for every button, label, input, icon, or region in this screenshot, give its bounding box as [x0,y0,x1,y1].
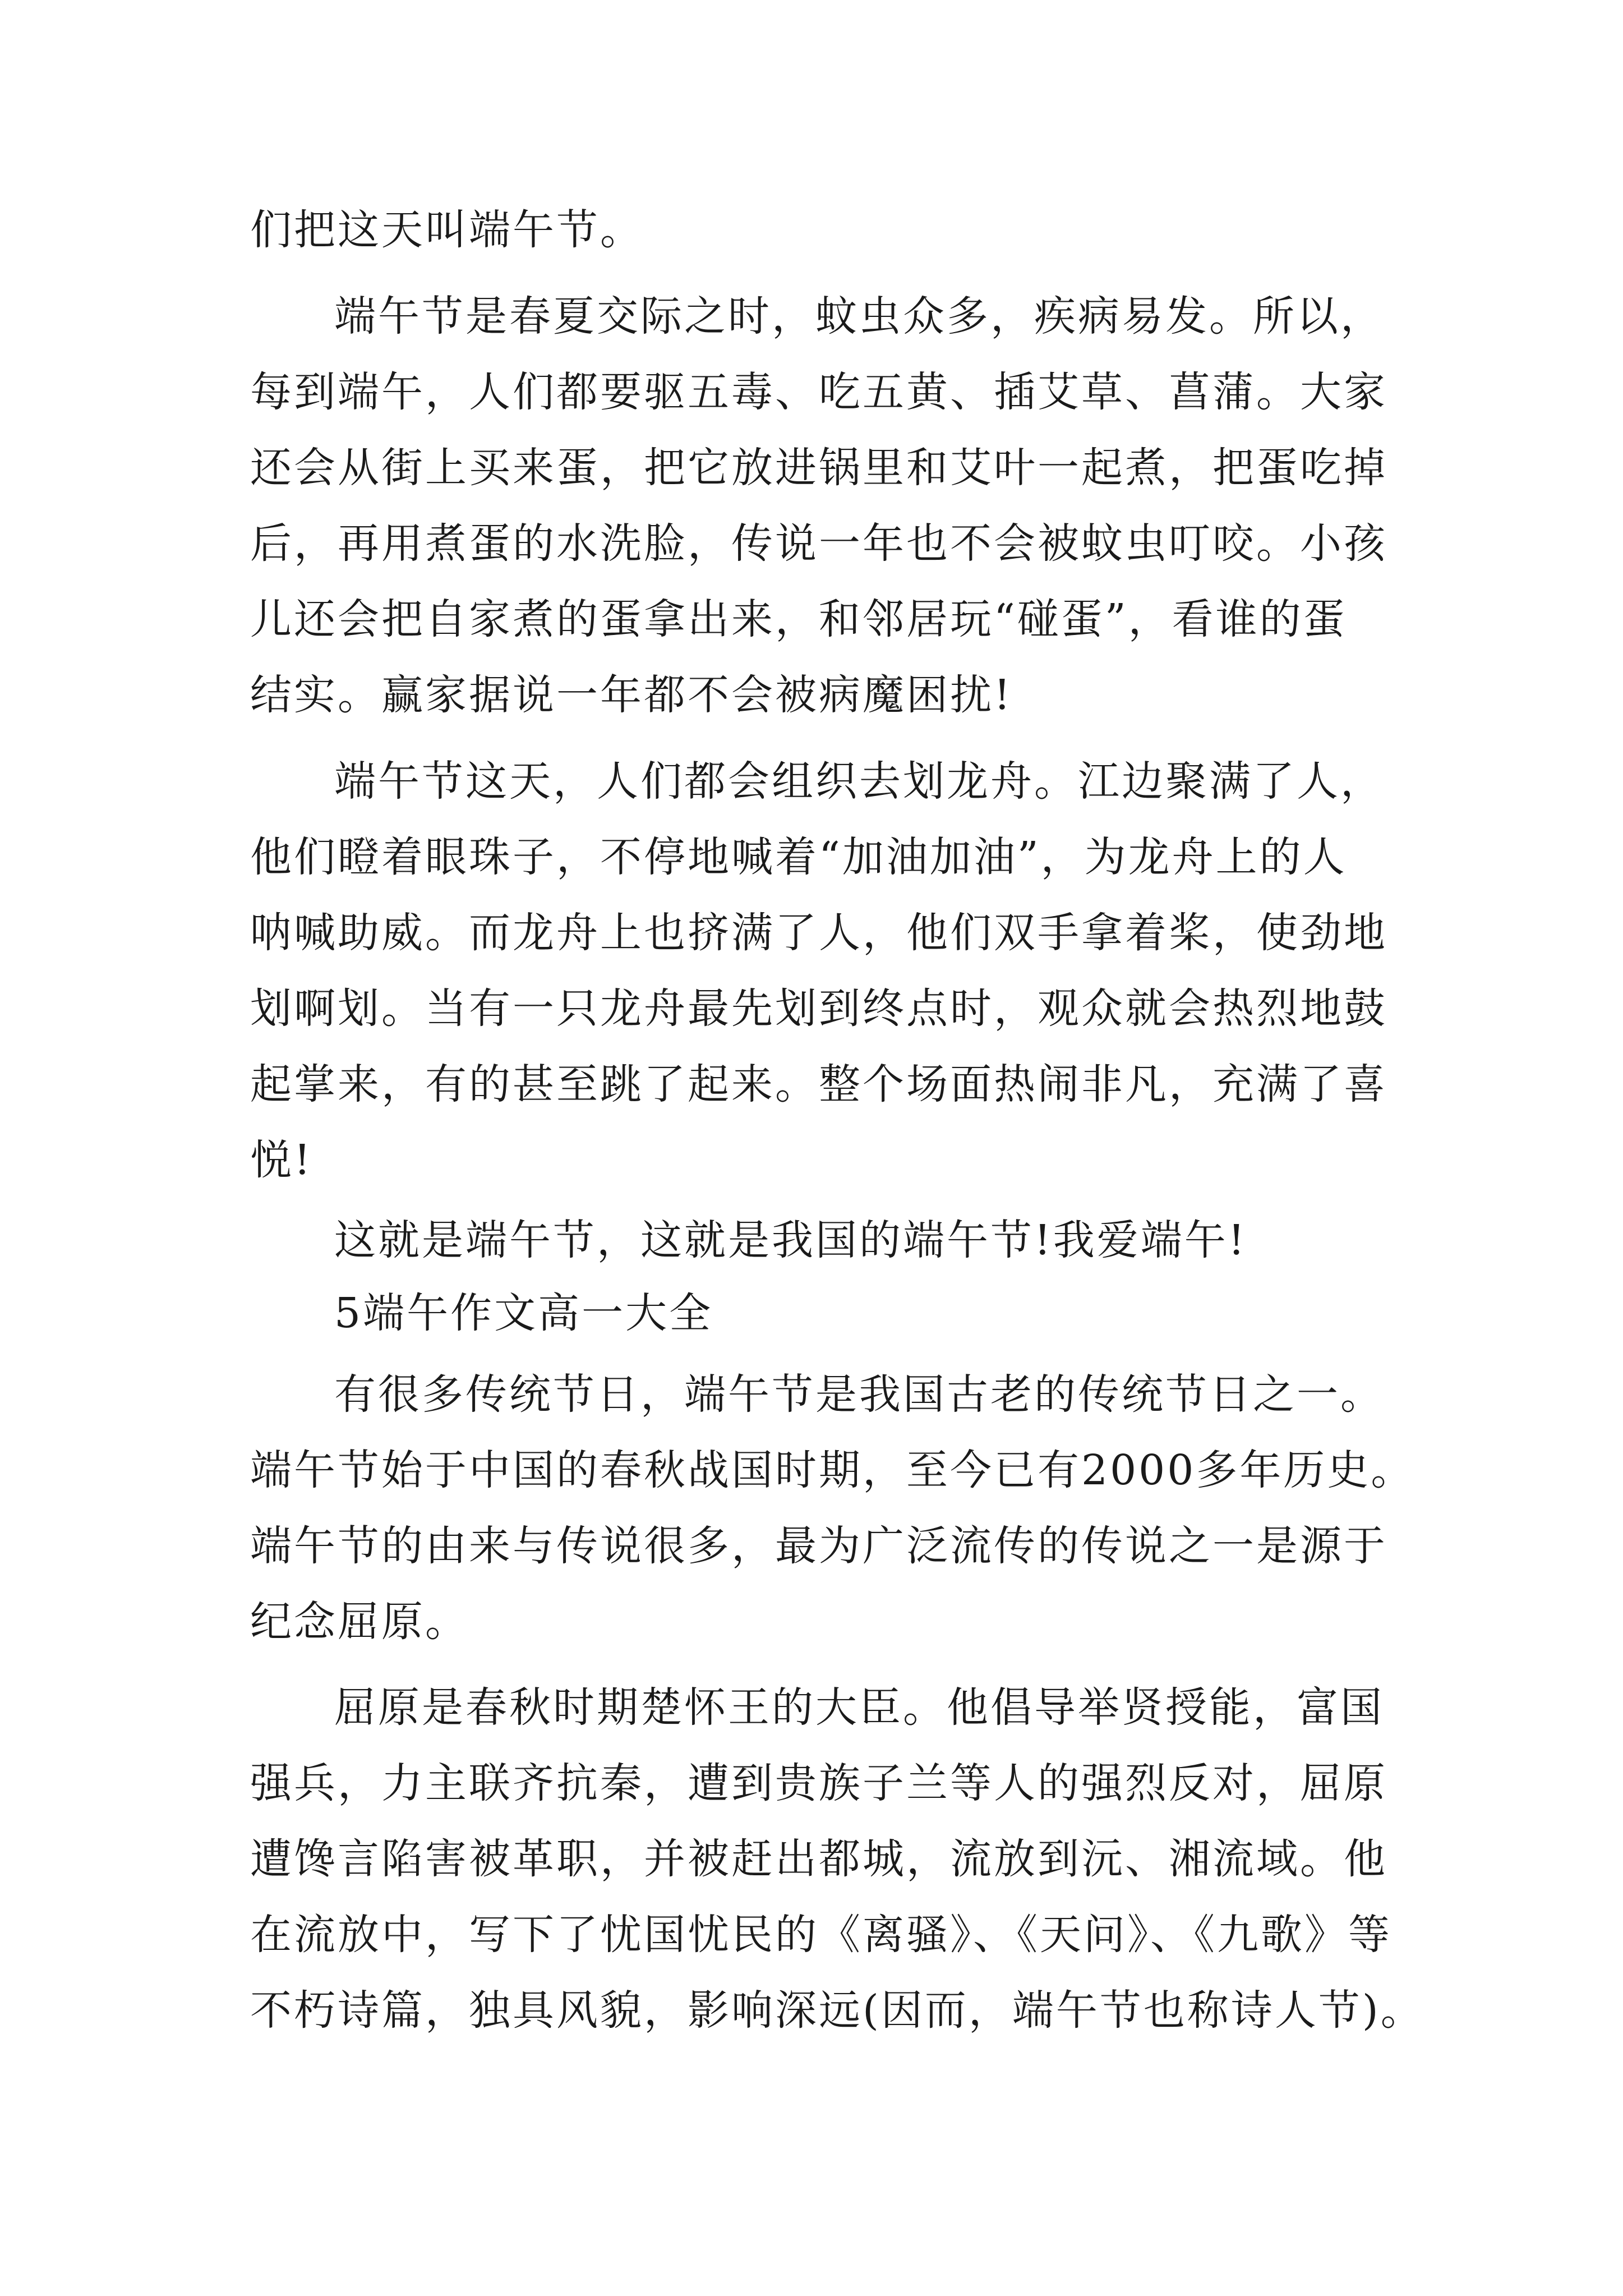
text-line: 起掌来，有的甚至跳了起来。整个场面热闹非凡，充满了喜 [250,1060,1387,1108]
text-line: 每到端午，人们都要驱五毒、吃五黄、插艾草、菖蒲。大家 [250,368,1387,416]
text-line: 有很多传统节日，端午节是我国古老的传统节日之一。 [334,1370,1384,1419]
text-line: 这就是端午节，这就是我国的端午节!我爱端午! [334,1216,1247,1264]
text-line: 儿还会把自家煮的蛋拿出来，和邻居玩“碰蛋”，看谁的蛋 [250,595,1347,643]
text-line: 后，再用煮蛋的水洗脸，传说一年也不会被蚊虫叮咬。小孩 [250,519,1387,568]
text-line: 他们瞪着眼珠子，不停地喊着“加油加油”，为龙舟上的人 [250,833,1347,881]
text-line: 还会从街上买来蛋，把它放进锅里和艾叶一起煮，把蛋吃掉 [250,444,1387,492]
text-line: 强兵，力主联齐抗秦，遭到贵族子兰等人的强烈反对，屈原 [250,1759,1387,1807]
text-line: 结实。赢家据说一年都不会被病魔困扰! [250,671,1013,719]
text-line: 端午节是春夏交际之时，蚊虫众多，疾病易发。所以， [334,292,1384,341]
text-line: 悦! [250,1136,313,1184]
text-line: 端午节这天，人们都会组织去划龙舟。江边聚满了人， [334,757,1384,806]
text-line: 端午节始于中国的春秋战国时期，至今已有2000多年历史。 [250,1446,1415,1494]
text-line: 纪念屈原。 [250,1598,469,1646]
text-line: 端午节的由来与传说很多，最为广泛流传的传说之一是源于 [250,1522,1387,1570]
text-line: 呐喊助威。而龙舟上也挤满了人，他们双手拿着桨，使劲地 [250,909,1387,957]
text-line: 不朽诗篇，独具风貌，影响深远(因而，端午节也称诗人节)。 [250,1986,1424,2035]
text-line: 屈原是春秋时期楚怀王的大臣。他倡导举贤授能，富国 [334,1683,1384,1732]
text-line: 们把这天叫端午节。 [250,206,644,254]
text-line: 在流放中，写下了忧国忧民的《离骚》、《天问》、《九歌》等 [250,1911,1392,1959]
section-heading: 5端午作文高一大全 [334,1289,713,1337]
text-line: 遭馋言陷害被革职，并被赶出都城，流放到沅、湘流域。他 [250,1835,1387,1883]
text-line: 划啊划。当有一只龙舟最先划到终点时，观众就会热烈地鼓 [250,984,1387,1033]
